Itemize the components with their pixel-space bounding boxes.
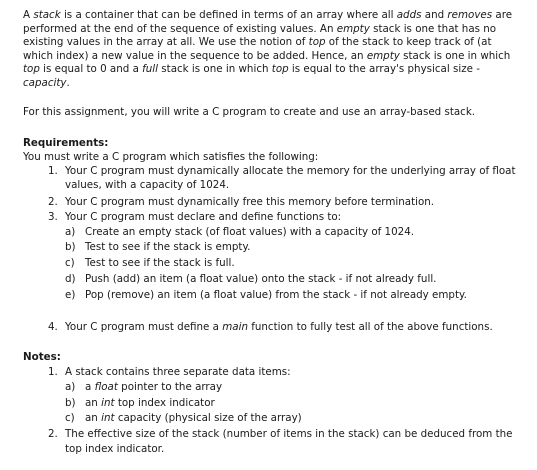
term-int: int <box>101 397 115 409</box>
term-stack: stack <box>33 9 61 21</box>
list-number: 2. <box>48 196 58 208</box>
list-item: Your C program must dynamically allocate the memory for the underlying array of float <box>65 165 516 177</box>
sublist-item: Test to see if the stack is full. <box>85 257 235 269</box>
sublist-letter: c) <box>65 257 75 269</box>
term-empty: empty <box>336 22 370 35</box>
sublist-letter: d) <box>65 273 76 285</box>
sublist-letter: a) <box>65 381 76 393</box>
list-item-continued: top index indicator. <box>65 443 165 455</box>
sublist-letter: e) <box>65 289 76 301</box>
term-capacity: capacity <box>23 76 67 89</box>
term-main: main <box>222 321 248 333</box>
term-adds: adds <box>396 9 422 21</box>
list-item-continued: values, with a capacity of 1024. <box>65 179 230 191</box>
term-top: top <box>271 63 289 76</box>
list-item: A stack contains three separate data items: <box>65 366 291 378</box>
list-item: Your C program must dynamically free this memory before termination. <box>65 196 435 208</box>
sublist-item: an int top index indicator <box>85 397 215 409</box>
term-top: top <box>308 36 326 49</box>
term-empty: empty <box>366 49 400 62</box>
sublist-letter: c) <box>65 412 75 424</box>
sublist-letter: b) <box>65 241 76 253</box>
list-number: 3. <box>48 211 58 223</box>
requirements-heading: Requirements: <box>23 137 109 149</box>
notes-heading: Notes: <box>23 351 61 363</box>
list-number: 1. <box>48 366 58 378</box>
list-number: 1. <box>48 165 58 177</box>
term-removes: removes <box>447 9 493 21</box>
intro-paragraph: A stack is a container that can be defined in terms of an array where all adds and removes are performed at the end of the sequence of existing values. An empty stack is one that has no existing values in the array at all. We use the notion of top of the stack to keep track of (at which index) a new value in the sequence to be added. Hence, an empty stack is one in which top is equal to 0 and a full stack is one in which top is equal to the array's physical size - capacity. <box>23 9 513 89</box>
list-item: The effective size of the stack (number of items in the stack) can be deduced from the <box>65 428 513 440</box>
list-number: 4. <box>48 321 58 333</box>
sublist-letter: a) <box>65 226 76 238</box>
sublist-item: Create an empty stack (of float values) with a capacity of 1024. <box>85 226 415 238</box>
sublist-letter: b) <box>65 397 76 409</box>
list-item: Your C program must declare and define functions to: <box>65 211 342 223</box>
term-int: int <box>101 412 115 424</box>
term-top: top <box>23 63 40 76</box>
sublist-item: Test to see if the stack is empty. <box>85 241 251 253</box>
term-full: full <box>142 63 159 76</box>
sublist-item: an int capacity (physical size of the array) <box>85 412 302 424</box>
sublist-item: Pop (remove) an item (a float value) from the stack - if not already empty. <box>85 289 467 301</box>
term-float: float <box>94 381 118 393</box>
list-number: 2. <box>48 428 58 440</box>
list-item: Your C program must define a main function to fully test all of the above functions. <box>65 321 493 333</box>
sublist-item: Push (add) an item (a float value) onto the stack - if not already full. <box>85 273 437 285</box>
requirements-lead: You must write a C program which satisfies the following: <box>23 151 319 163</box>
sublist-item: a float pointer to the array <box>85 381 223 393</box>
assignment-text: For this assignment, you will write a C program to create and use an array-based stack. <box>23 106 476 118</box>
